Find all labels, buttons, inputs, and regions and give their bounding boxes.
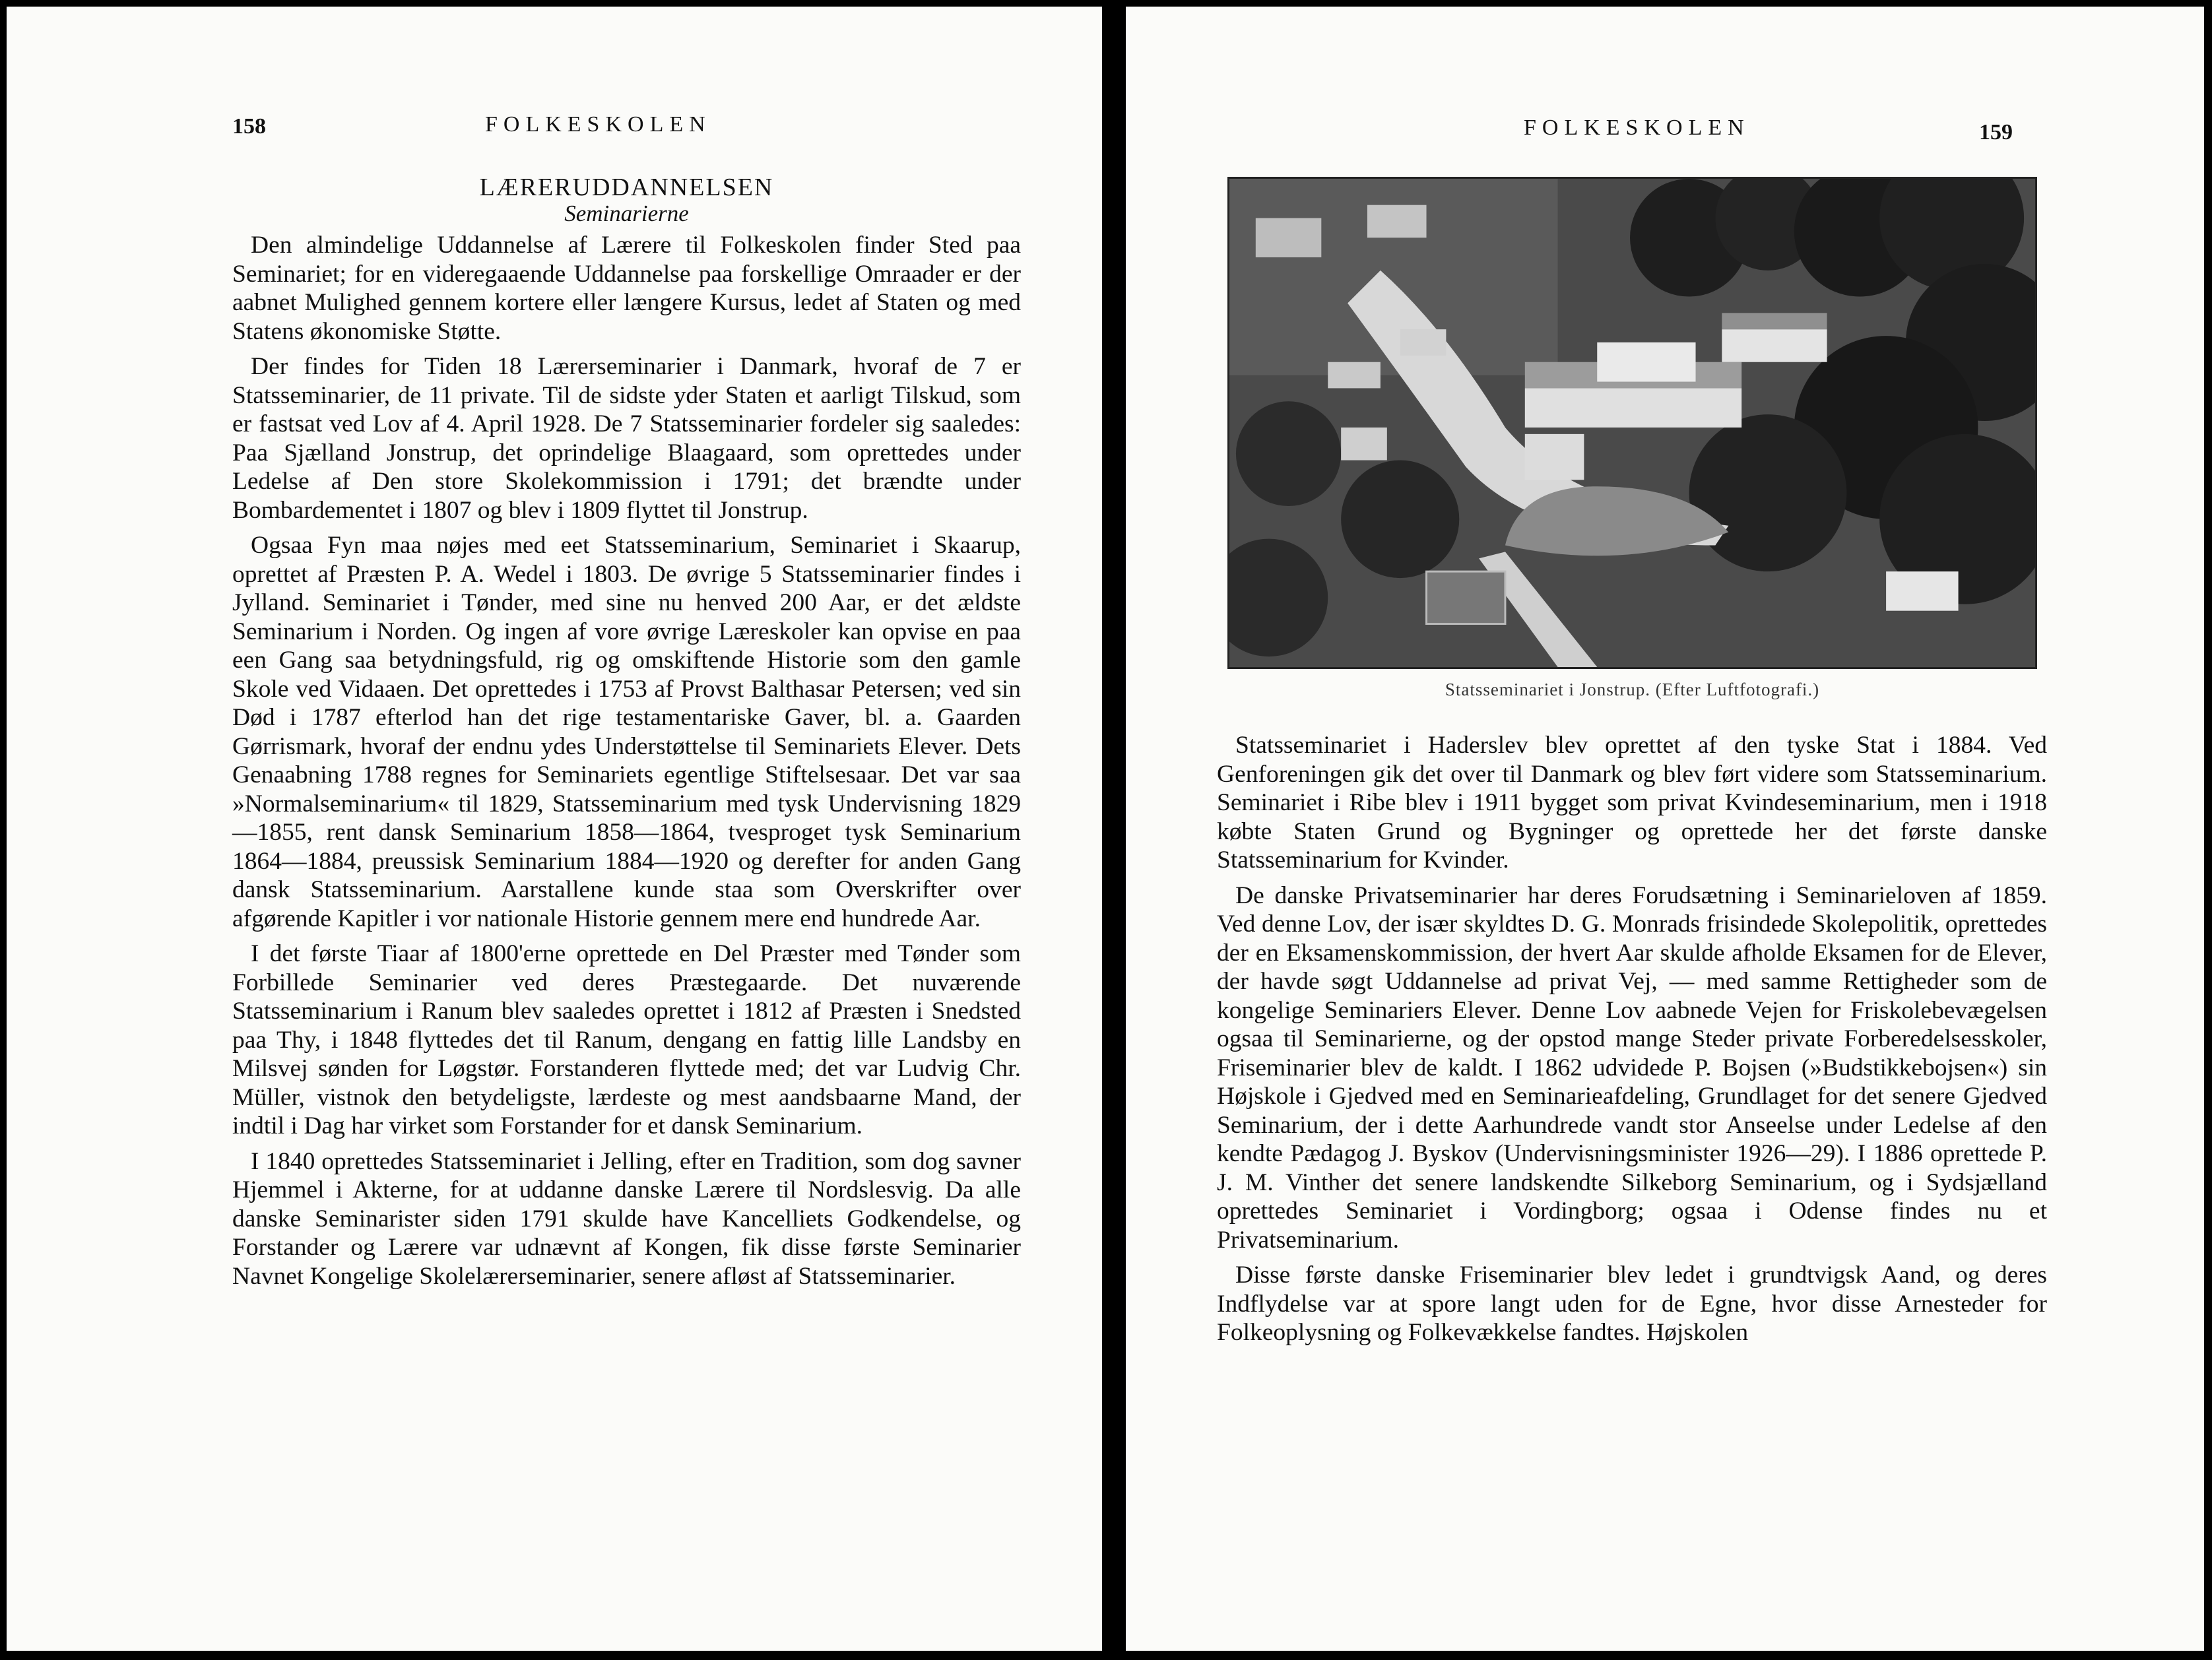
page-number: 158 (232, 114, 266, 139)
left-body-text (232, 231, 1021, 1297)
section-subtitle: Seminarierne (564, 201, 689, 226)
paragraph: I 1840 oprettedes Statsseminariet i Jelling, efter en Tradition, som dog savner Hjemmel i Akterne, for at uddanne danske Lærere til Nordslesvig. Da alle danske Seminarister siden 1791 skulde have Kancelliets Godkendelse, og Forstander og Lærere var udnævnt af Kongen, fik disse første Seminarier Navnet Kongelige Skolelærerseminarier, senere afløst af Statsseminarier. (232, 1147, 1021, 1290)
aerial-photo (1227, 177, 2037, 669)
section-title: LÆRERUDDANNELSEN (479, 174, 774, 201)
left-page (7, 7, 1102, 1651)
right-body-text (1217, 731, 2047, 1354)
paragraph: I det første Tiaar af 1800'erne oprettede en Del Præster med Tønder som Forbillede Seminarier ved deres Præstegaarde. Det nuværende Statsseminarium i Ranum blev saaledes oprettet i 1812 af Præsten i Snedsted paa Thy, i 1848 flyttedes det til Ranum, dengang en fattig lille Landsby en Milsvej sønden for Løgstør. Forstanderen flyttede med; det var Ludvig Chr. Müller, vistnok den betydeligste, lærdeste og mest aandsbaarne Mand, der indtil i Dag har virket som Forstander for et dansk Seminarium. (232, 940, 1021, 1139)
paragraph: Disse første danske Friseminarier blev ledet i grundtvigsk Aand, og deres Indflydelse var at spore langt uden for de Egne, hvor disse Arnesteder for Folkeoplysning og Folkevækkelse fandtes. Højskolen (1217, 1261, 2047, 1346)
photo-caption: Statsseminariet i Jonstrup. (Efter Luftfotografi.) (1445, 680, 1820, 699)
paragraph: Den almindelige Uddannelse af Lærere til Folkeskolen finder Sted paa Seminariet; for en videregaaende Uddannelse paa forskellige Omraader er der aabnet Mulighed gennem kortere eller længere Kursus, ledet af Staten og med Statens økonomiske Støtte. (232, 232, 1021, 345)
paragraph: De danske Privatseminarier har deres Forudsætning i Seminarieloven af 1859. Ved denne Lov, der især skyldtes D. G. Monrads frisindede Skolepolitik, oprettedes der en Eksamenskommission, der hvert Aar skulde afholde Eksamen for de Elever, der havde søgt Uddannelse ad privat Vej, — med samme Rettigheder som de kongelige Seminariers Elever. Denne Lov aabnede Vejen for Friskolebevægelsen ogsaa til Seminarierne, og der opstod mange Steder private Forberedelsesskoler, Friseminarier blev de kaldt. I 1862 udvidede P. Bojsen (»Budstikkebojsen«) sin Højskole i Gjedved med en Seminarieafdeling, Grundlaget for det senere Gjedved Seminarium, der i dette Aarhundrede vandt stor Anseelse under Ledelse af den kendte Pædagog J. Byskov (Undervisningsminister 1926—29). I 1886 oprettede P. J. M. Vinther det senere landskendte Silkeborg Seminarium, og i Sydsjælland oprettedes Seminariet i Vordingborg; ogsaa i Odense findes nu et Privatseminarium. (1217, 881, 2047, 1254)
running-head: FOLKESKOLEN (485, 112, 711, 137)
paragraph: Ogsaa Fyn maa nøjes med eet Statsseminarium, Seminariet i Skaarup, oprettet af Præsten P. A. Wedel i 1803. De øvrige 5 Statsseminarier findes i Jylland. Seminariet i Tønder, med sine nu henved 200 Aar, er det ældste Seminarium i Norden. Og ingen af vore øvrige Læreskoler kan opvise en paa een Gang saa betydningsfuld, rig og omskiftende Historie som den gamle Skole ved Vidaaen. Det oprettedes i 1753 af Provst Balthasar Petersen; ved sin Død i 1787 efterlod han det rige testamentariske Gaver, bl. a. Gaarden Gørrismark, hvoraf der endnu ydes Understøttelse til Seminariets Elever. Dets Genaabning 1788 regnes for Seminariets egentlige Stiftelsesaar. Det var saa »Normalseminarium« til 1829, Statsseminarium med tysk Undervisning 1829—1855, rent dansk Seminarium 1858—1864, tvesproget tysk Seminarium 1864—1884, preussisk Seminarium 1884—1920 og derefter for anden Gang dansk Statsseminarium. Aarstallene kunde staa som Overskrifter over afgørende Kapitler i vor nationale Historie gennem mere end hundrede Aar. (232, 532, 1021, 932)
page-number: 159 (1979, 120, 2013, 144)
paragraph: Statsseminariet i Haderslev blev oprettet af den tyske Stat i 1884. Ved Genforeningen gik det over til Danmark og blev ført videre som Statsseminarium. Seminariet i Ribe blev i 1911 bygget som privat Kvindeseminarium, men i 1918 købte Staten Grund og Bygninger og oprettede her det første danske Statsseminarium for Kvinder. (1217, 732, 2047, 874)
paragraph: Der findes for Tiden 18 Lærerseminarier i Danmark, hvoraf de 7 er Statsseminarier, de 11 private. Til de sidste yder Staten et aarligt Tilskud, som er fastsat ved Lov af 4. April 1928. De 7 Statsseminarier fordeler sig saaledes: Paa Sjælland Jonstrup, det oprindelige Blaagaard, som oprettedes under Ledelse af Den store Skolekommission i 1791; det brændte under Bombardementet i 1807 og blev i 1809 flyttet til Jonstrup. (232, 353, 1021, 524)
aerial-photo-illustration (1229, 179, 2035, 667)
running-head: FOLKESKOLEN (1524, 115, 1750, 140)
right-page (1126, 7, 2204, 1651)
